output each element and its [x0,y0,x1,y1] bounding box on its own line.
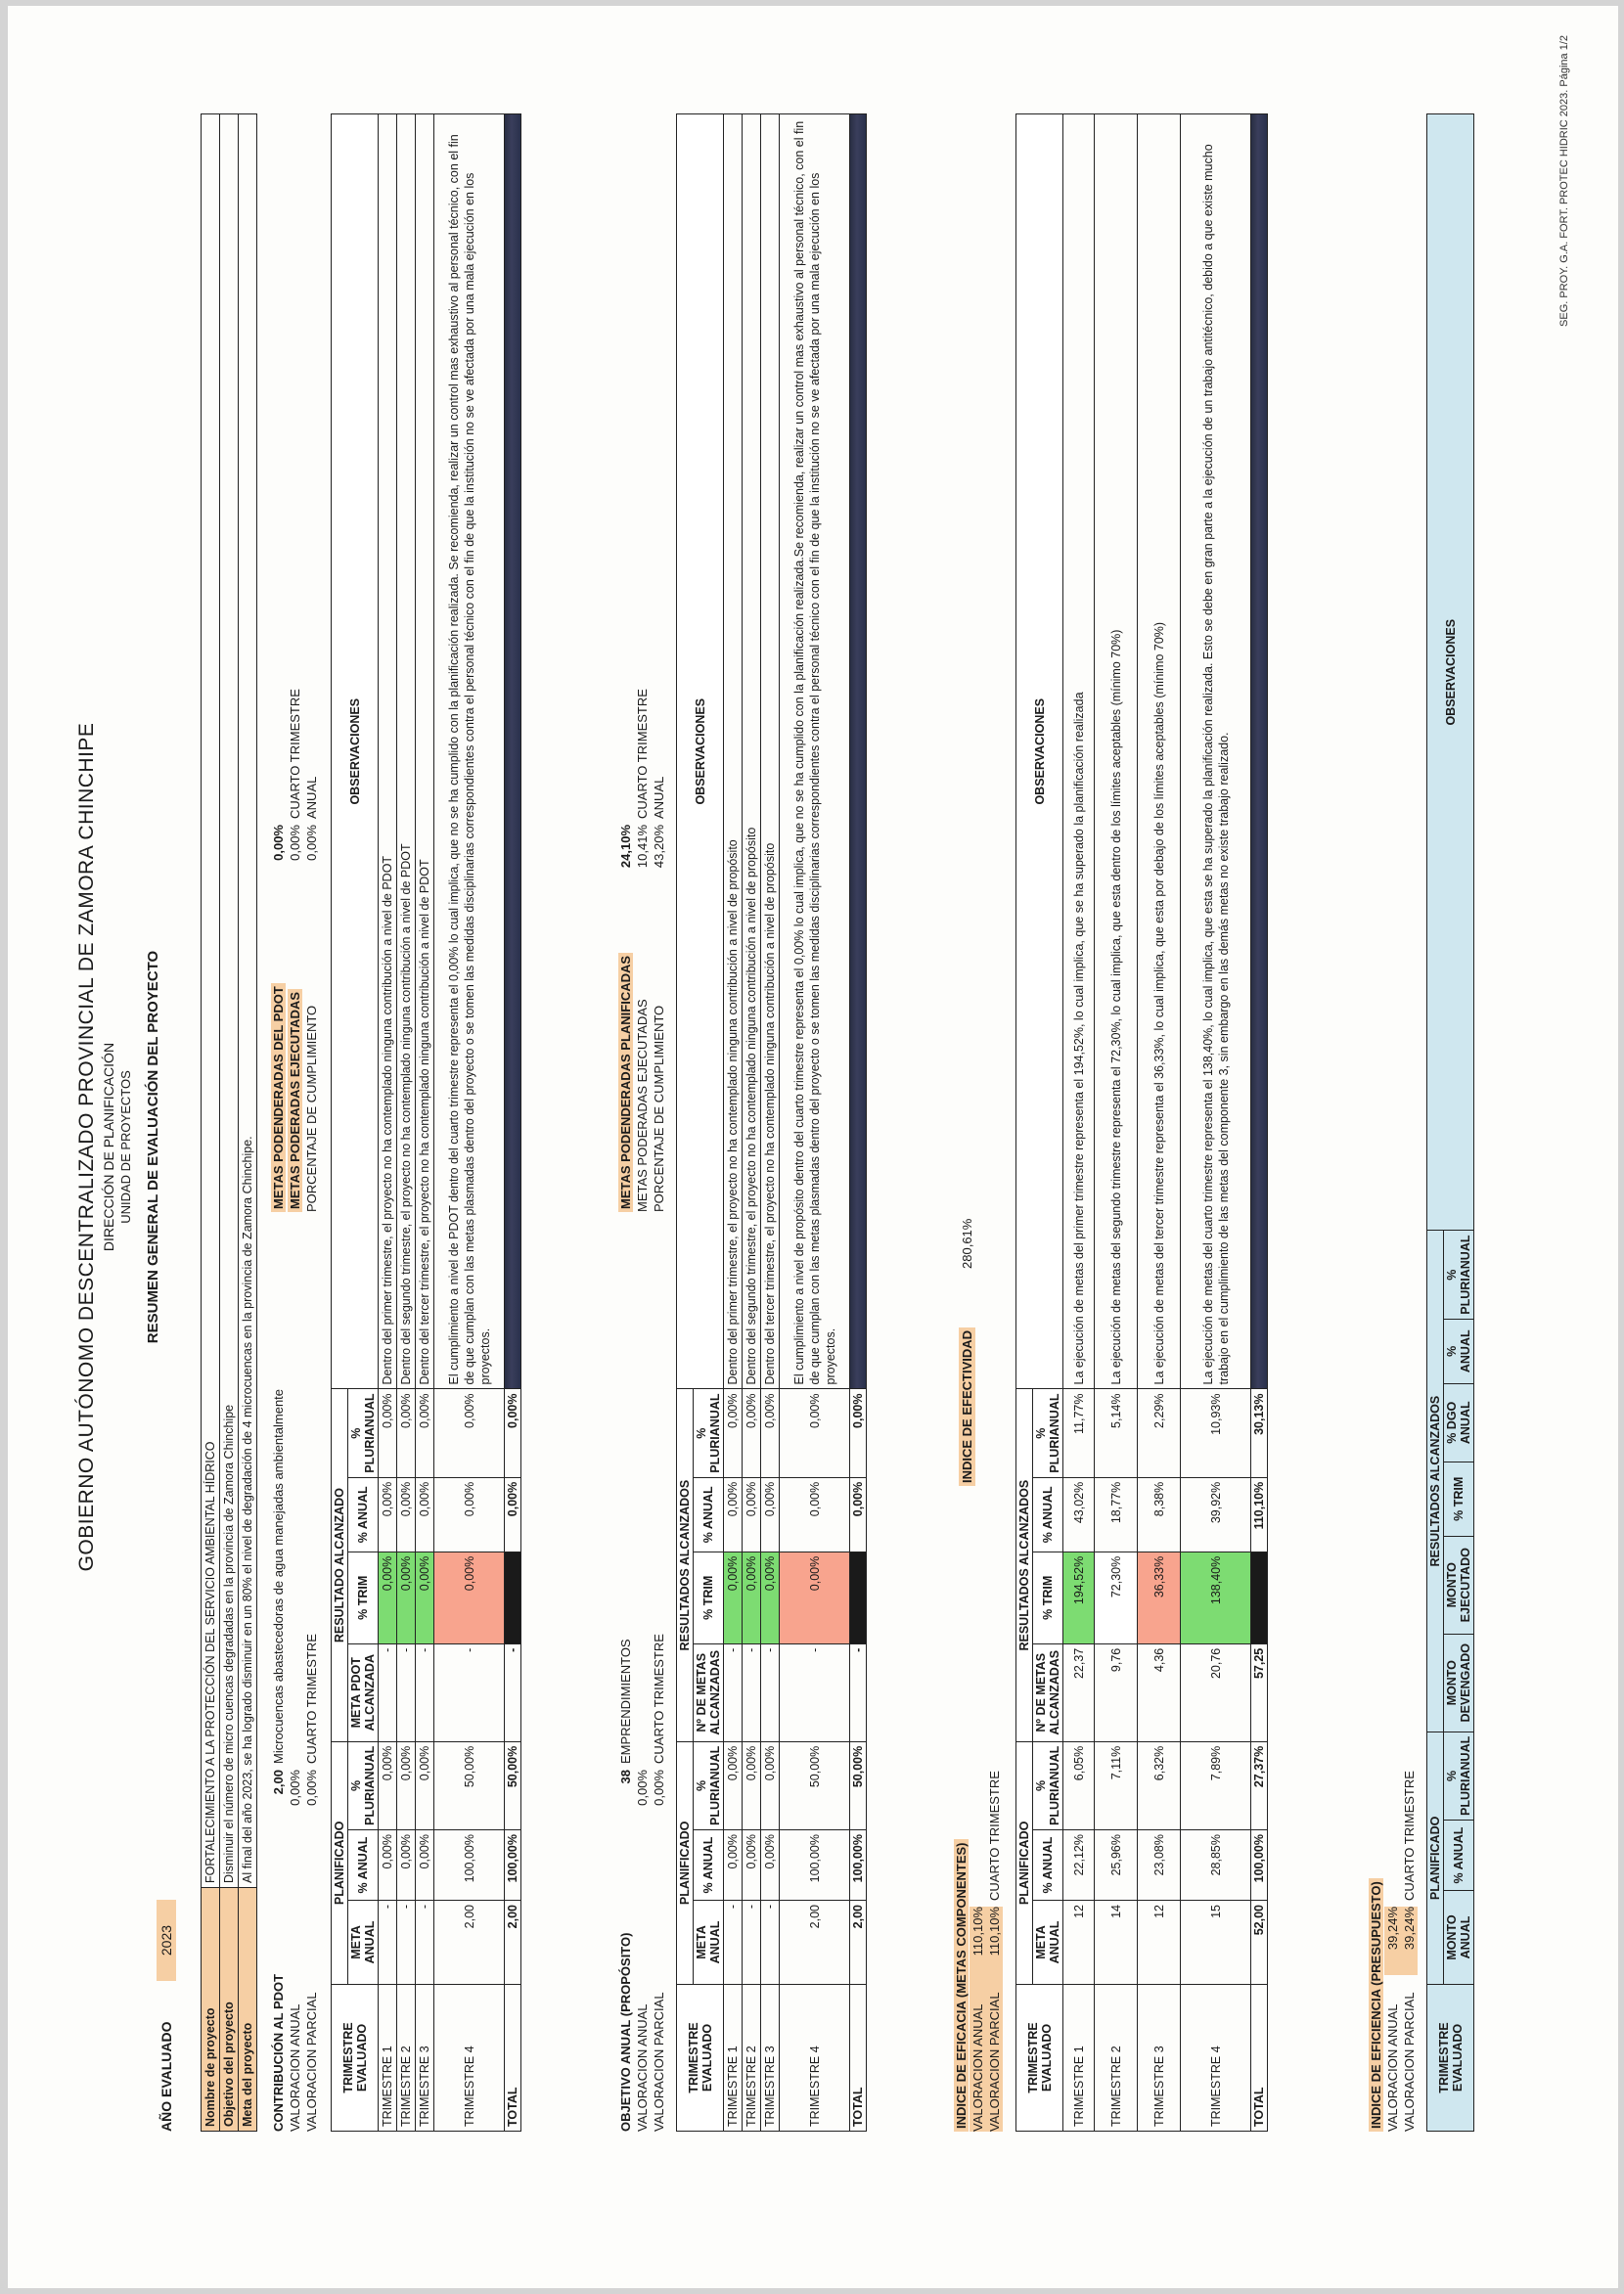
pdot-table [331,113,521,2132]
cell-anual: 100,00% [1251,1830,1268,1901]
year-row [157,1900,176,2132]
partial-value: 0,00% [652,1770,666,1806]
project-objective-label: Objetivo del proyecto [220,1888,239,2132]
h-planificado: PLANIFICADO [1427,1732,1444,1984]
cell-anual: 22,12% [1063,1830,1095,1901]
cell-ranual: 8,38% [1138,1477,1181,1552]
r3-value: 43,20% [652,825,666,869]
project-name-value: FORTALECIMIENTO A LA PROTECCIÓN DEL SERVICIO AMBIENTAL HÍDRICO [202,114,220,1888]
cell-meta: - [416,1901,434,1985]
cell-trim: 138,40% [1181,1552,1251,1643]
h-plurianual: % PLURIANUAL [1033,1741,1063,1829]
cell-rplur: 0,00% [743,1389,761,1477]
cell-plurianual: 6,05% [1063,1741,1095,1829]
cell-alcanzada: - [743,1643,761,1741]
h-meta-anual: META ANUAL [348,1901,379,1985]
cell-rplur: 0,00% [505,1389,521,1477]
cell-trim: 194,52% [1063,1552,1095,1643]
h-observaciones: OBSERVACIONES [332,114,379,1390]
efectividad-line [959,1219,975,1486]
cell-anual: 25,96% [1095,1830,1138,1901]
h-ejecutado: MONTO EJECUTADO [1444,1536,1474,1634]
cell-meta: 14 [1095,1901,1138,1985]
h-trimestre: TRIMESTRE EVALUADO [1016,1985,1063,2132]
h-anual: % ANUAL [694,1830,724,1901]
cell-trimestre: TRIMESTRE 3 [761,1985,780,2132]
eficacia-label: INDICE DE EFICACIA (METAS COMPONENTES) [954,1839,969,2132]
cell-trim-empty [505,1552,521,1643]
cell-alcanzada: - [850,1643,867,1741]
year-value: 2023 [157,1900,176,1981]
cell-trimestre: TRIMESTRE 4 [780,1985,850,2132]
cell-observacion: El cumplimiento a nivel de PDOT dentro del cuarto trimestre representa el 0,00% lo cual implica, que no se ha cumplido con la planificación realizada. Se recomienda, realizar un control mas exhaustivo al personal técnico, con el fin de que cumplan con las metas plasmadas dentro del proyecto o se tomen las medidas disciplinarias correspondientes contra el personal técnico con el fin de que la institución no se ve afectada por una mala ejecución en los proyectos. [434,114,505,1390]
cell-anual: 0,00% [724,1830,743,1901]
cell-anual: 23,08% [1138,1830,1181,1901]
h-planificado: PLANIFICADO [1016,1741,1033,1984]
cell-ranual: 0,00% [850,1477,867,1552]
obj-label: OBJETIVO ANUAL (PROPÓSITO) [618,1932,633,2132]
cell-plurianual: 0,00% [724,1741,743,1829]
table-row [743,114,761,2132]
h-meta-pdot: META PDOT ALCANZADA [348,1643,379,1741]
cell-plurianual: 50,00% [434,1741,505,1829]
r3-label: PORCENTAJE DE CUMPLIMIENTO [304,1005,319,1212]
cell-trim: 0,00% [743,1552,761,1643]
cell-total-label: TOTAL [1251,1985,1268,2132]
cell-alcanzada: 22,37 [1063,1643,1095,1741]
cell-meta: 2,00 [850,1901,867,1985]
cell-ranual: 18,77% [1095,1477,1138,1552]
cell-plurianual: 50,00% [850,1741,867,1829]
pdot-summary [270,1389,320,2132]
r1-value: 24,10% [618,825,633,869]
cell-anual: 100,00% [434,1830,505,1901]
cell-meta: 12 [1138,1901,1181,1985]
h-trimestre: TRIMESTRE EVALUADO [332,1985,379,2132]
annual-label: VALORACION ANUAL [288,2003,302,2132]
pdot-right-summary [270,689,320,1212]
h-plurianual: % PLURIANUAL [694,1741,724,1829]
cell-observacion: La ejecución de metas del tercer trimestre representa el 36,33%, lo cual implica, que esta por debajo de los límites aceptables (mínimo 70%) [1138,114,1181,1390]
annual-label: VALORACION ANUAL [970,1975,986,2132]
h-meta-anual: META ANUAL [1033,1901,1063,1985]
r2-value: 0,00% [288,825,302,861]
cell-rplur: 0,00% [780,1389,850,1477]
cell-rplur: 0,00% [761,1389,780,1477]
cell-meta: - [379,1901,397,1985]
unit-name: UNIDAD DE PROYECTOS [118,1070,133,1224]
h-trim: % TRIM [348,1552,379,1643]
partial-value: 0,00% [304,1770,319,1806]
cell-alcanzada: - [505,1643,521,1741]
cell-anual: 0,00% [379,1830,397,1901]
institution-name: GOBIERNO AUTÓNOMO DESCENTRALIZADO PROVINCIAL DE ZAMORA CHINCHIPE [75,722,98,1572]
partial-text: CUARTO TRIMESTRE [987,1771,1002,1901]
cell-ranual: 0,00% [780,1477,850,1552]
h-plurianual2: % PLURIANUAL [1033,1389,1063,1477]
cell-plurianual: 0,00% [397,1741,416,1829]
year-label: AÑO EVALUADO [158,2021,174,2132]
table-row [780,114,850,2132]
cell-observacion: Dentro del segundo trimestre, el proyecto no ha contemplado ninguna contribución a nivel de propósito [743,114,761,1390]
project-goal-value: Al final del año 2023, se ha logrado disminuir en un 80% el nivel de degradación de 4 microcuencas en la provincia de Zamora Chinchipe. [239,114,257,1888]
cell-trimestre: TRIMESTRE 2 [397,1985,416,2132]
contrib-text: Microcuencas abastecedoras de agua manejadas ambientalmente [271,1388,286,1764]
cell-rplur: 5,14% [1095,1389,1138,1477]
cell-trim: 0,00% [780,1552,850,1643]
r2-text: CUARTO TRIMESTRE [288,689,302,819]
h-trimestre: TRIMESTRE EVALUADO [1427,1985,1474,2132]
total-row [1251,114,1268,2132]
cell-meta: - [724,1901,743,1985]
cell-alcanzada: 20,76 [1181,1643,1251,1741]
cell-trim: 72,30% [1095,1552,1138,1643]
cell-plurianual: 7,11% [1095,1741,1138,1829]
cell-ranual: 0,00% [416,1477,434,1552]
cell-rplur: 30,13% [1251,1389,1268,1477]
r1-label: METAS PODENDERADAS DEL PDOT [271,983,286,1212]
cell-total-label: TOTAL [850,1985,867,2132]
r2-value: 10,41% [635,825,650,869]
cell-trimestre: TRIMESTRE 1 [1063,1985,1095,2132]
table-row [434,114,505,2132]
partial-text: CUARTO TRIMESTRE [1402,1771,1417,1901]
document-header [74,6,162,2288]
h-plurianual2: % PLURIANUAL [694,1389,724,1477]
table-row [416,114,434,2132]
contrib-value: 2,00 [271,1770,286,1795]
cell-observacion: La ejecución de metas del segundo trimestre representa el 72,30%, lo cual implica, que esta dentro de los límites aceptables (mínimo 70%) [1095,114,1138,1390]
cell-plurianual: 7,89% [1181,1741,1251,1829]
table-row [379,114,397,2132]
cell-observacion-empty [1251,114,1268,1390]
cell-observacion: La ejecución de metas del cuarto trimestre representa el 138,40%, lo cual implica, que esta se ha superado la planificación realizada. Esto se debe en gran parte a la ejecución de un trabajo antitécnico, debido a que existe mucho trabajo en el cumplimiento de las metas del componente 3, sin embargo en las demás metas no existe trabajo realizado. [1181,114,1251,1390]
h-observaciones: OBSERVACIONES [677,114,724,1390]
cell-plurianual: 27,37% [1251,1741,1268,1829]
h-devengado: MONTO DEVENGADO [1444,1634,1474,1732]
h-anual: % ANUAL [1033,1830,1063,1901]
table-row [1095,114,1138,2132]
page-footer: SEG. PROY. G.A. FORT. PROTEC HIDRIC 2023. Página 1/2 [1558,35,1570,327]
eficiencia-label: INDICE DE EFICIENCIA (PRESUPUESTO) [1369,1878,1383,2132]
table-row [761,114,780,2132]
h-anual2: % ANUAL [1033,1477,1063,1552]
project-name-label: Nombre de proyecto [202,1888,220,2132]
h-plurianual: % PLURIANUAL [1444,1732,1474,1820]
h-trim: % TRIM [1444,1462,1474,1536]
r2-text: CUARTO TRIMESTRE [635,689,650,819]
direction-name: DIRECCIÓN DE PLANIFICACIÓN [101,1042,116,1252]
h-plurianual: % PLURIANUAL [348,1741,379,1829]
cell-trim: 36,33% [1138,1552,1181,1643]
h-resultado: RESULTADOS ALCANZADOS [1427,1231,1444,1732]
cell-rplur: 0,00% [434,1389,505,1477]
h-anual2: % ANUAL [694,1477,724,1552]
h-metas: Nº DE METAS ALCANZADAS [694,1643,724,1741]
cell-observacion: Dentro del tercer trimestre, el proyecto no ha contemplado ninguna contribución a nivel de propósito [761,114,780,1390]
h-resultado: RESULTADOS ALCANZADOS [1016,1389,1033,1741]
partial-text: CUARTO TRIMESTRE [304,1634,319,1764]
h-meta-anual: META ANUAL [694,1901,724,1985]
cell-trimestre: TRIMESTRE 1 [724,1985,743,2132]
contrib-label: CONTRIBUCIÓN AL PDOT [271,1973,286,2132]
cell-ranual: 43,02% [1063,1477,1095,1552]
obj-text: EMPRENDIMIENTOS [618,1639,633,1764]
cell-anual: 100,00% [505,1830,521,1901]
partial-label: VALORACION PARCIAL [1402,1992,1417,2132]
prop-table [676,113,867,2132]
h-trimestre: TRIMESTRE EVALUADO [677,1985,724,2132]
cell-alcanzada: 9,76 [1095,1643,1138,1741]
cell-meta: - [743,1901,761,1985]
cell-trimestre: TRIMESTRE 3 [1138,1985,1181,2132]
cell-meta: 2,00 [780,1901,850,1985]
cell-trim-empty [1251,1552,1268,1643]
cell-observacion: Dentro del primer trimestre, el proyecto no ha contemplado ninguna contribución a nivel de PDOT [379,114,397,1390]
info-row [202,114,220,2132]
annual-value: 39,24% [1384,1907,1401,1975]
cell-alcanzada: - [724,1643,743,1741]
cell-meta: - [397,1901,416,1985]
project-goal-label: Meta del proyecto [239,1888,257,2132]
h-resultado: RESULTADOS ALCANZADOS [677,1389,694,1741]
cell-trim: 0,00% [397,1552,416,1643]
cell-plurianual: 0,00% [416,1741,434,1829]
eficacia-table [1015,113,1268,2132]
cell-anual: 100,00% [850,1830,867,1901]
cell-trim: 0,00% [761,1552,780,1643]
cell-plurianual: 0,00% [379,1741,397,1829]
cell-plurianual: 0,00% [761,1741,780,1829]
cell-ranual: 0,00% [434,1477,505,1552]
cell-plurianual: 6,32% [1138,1741,1181,1829]
cell-observacion: Dentro del segundo trimestre, el proyecto no ha contemplado ninguna contribución a nivel de PDOT [397,114,416,1390]
cell-trim: 0,00% [416,1552,434,1643]
cell-meta: - [761,1901,780,1985]
cell-plurianual: 50,00% [505,1741,521,1829]
eficiencia-table [1426,113,1474,2132]
partial-label: VALORACION PARCIAL [652,1992,666,2132]
r2-label: METAS PODERADAS EJECUTADAS [635,999,650,1212]
cell-rplur: 0,00% [850,1389,867,1477]
cell-alcanzada: - [434,1643,505,1741]
table-row [1181,114,1251,2132]
table-row [397,114,416,2132]
h-plurianual2: % PLURIANUAL [348,1389,379,1477]
cell-trimestre: TRIMESTRE 3 [416,1985,434,2132]
prop-summary [617,1634,667,2132]
cell-trim-empty [850,1552,867,1643]
cell-trim: 0,00% [434,1552,505,1643]
info-row [239,114,257,2132]
cell-ranual: 0,00% [743,1477,761,1552]
h-metas: Nº DE METAS ALCANZADAS [1033,1643,1063,1741]
cell-alcanzada: 4,36 [1138,1643,1181,1741]
cell-trimestre: TRIMESTRE 4 [1181,1985,1251,2132]
eficacia-summary [953,1771,1003,2132]
r1-value: 0,00% [271,825,286,861]
obj-value: 38 [618,1770,633,1784]
partial-value: 110,10% [986,1907,1003,1975]
annual-label: VALORACION ANUAL [1385,2003,1400,2132]
partial-label: VALORACION PARCIAL [986,1975,1003,2132]
cell-anual: 0,00% [761,1830,780,1901]
cell-trim: 0,00% [724,1552,743,1643]
cell-ranual: 0,00% [379,1477,397,1552]
h-plurianual2: % PLURIANUAL [1444,1231,1474,1319]
cell-trimestre: TRIMESTRE 1 [379,1985,397,2132]
r3-text: ANUAL [652,776,666,819]
table-row [1063,114,1095,2132]
r3-value: 0,00% [304,825,319,861]
cell-meta: 12 [1063,1901,1095,1985]
cell-trimestre: TRIMESTRE 2 [743,1985,761,2132]
cell-ranual: 39,92% [1181,1477,1251,1552]
cell-rplur: 11,77% [1063,1389,1095,1477]
cell-meta: 15 [1181,1901,1251,1985]
cell-total-label: TOTAL [505,1985,521,2132]
cell-plurianual: 0,00% [743,1741,761,1829]
eficiencia-summary [1368,1771,1418,2132]
scanned-page [8,6,1618,2288]
annual-value: 0,00% [635,1770,650,1806]
cell-observacion-empty [505,114,521,1390]
cell-alcanzada: - [379,1643,397,1741]
cell-trimestre: TRIMESTRE 2 [1095,1985,1138,2132]
h-anual2: % ANUAL [348,1477,379,1552]
cell-ranual: 0,00% [397,1477,416,1552]
cell-observacion: La ejecución de metas del primer trimestre representa el 194,52%, lo cual implica, que se ha superado la planificación realizada [1063,114,1095,1390]
cell-plurianual: 50,00% [780,1741,850,1829]
efectividad-value: 280,61% [960,1218,974,1269]
cell-anual: 28,85% [1181,1830,1251,1901]
h-monto-anual: MONTO ANUAL [1444,1891,1474,1985]
cell-alcanzada: - [780,1643,850,1741]
cell-anual: 0,00% [743,1830,761,1901]
cell-observacion: El cumplimiento a nivel de propósito dentro del cuarto trimestre representa el 0,00% lo cual implica, que no se ha cumplido con la planificación realizada.Se recomienda, realizar un control mas exhaustivo al personal técnico, con el fin de que cumplan con las metas plasmadas dentro del proyecto o se tomen las medidas disciplinarias correspondientes contra el personal técnico con el fin de que la institución no se ve afectada por una mala ejecución en los proyectos. [780,114,850,1390]
cell-ranual: 0,00% [761,1477,780,1552]
efectividad-label: INDICE DE EFECTIVIDAD [959,1327,975,1486]
cell-trimestre: TRIMESTRE 4 [434,1985,505,2132]
cell-observacion: Dentro del primer trimestre, el proyecto no ha contemplado ninguna contribución a nivel de propósito [724,114,743,1390]
rotated-content [8,6,1618,2288]
total-row [850,114,867,2132]
info-row [220,114,239,2132]
h-anual: % ANUAL [348,1830,379,1901]
cell-alcanzada: 57,25 [1251,1643,1268,1741]
prop-right-summary [617,689,667,1212]
cell-trim: 0,00% [379,1552,397,1643]
annual-value: 0,00% [288,1770,302,1806]
h-observaciones: OBSERVACIONES [1016,114,1063,1390]
total-row [505,114,521,2132]
cell-rplur: 0,00% [416,1389,434,1477]
partial-text: CUARTO TRIMESTRE [652,1634,666,1764]
cell-rplur: 0,00% [397,1389,416,1477]
h-observaciones: OBSERVACIONES [1427,114,1474,1232]
cell-rplur: 10,93% [1181,1389,1251,1477]
project-info-table [201,113,257,2132]
cell-rplur: 0,00% [379,1389,397,1477]
r2-label: METAS PODERADAS EJECUTADAS [288,989,302,1212]
table-row [724,114,743,2132]
partial-label: VALORACION PARCIAL [304,1992,319,2132]
h-trim: % TRIM [694,1552,724,1643]
annual-value: 110,10% [970,1907,986,1975]
cell-meta: 52,00 [1251,1901,1268,1985]
cell-alcanzada: - [761,1643,780,1741]
h-anual: % ANUAL [1444,1821,1474,1891]
cell-observacion: Dentro del tercer trimestre, el proyecto no ha contemplado ninguna contribución a nivel de PDOT [416,114,434,1390]
cell-anual: 100,00% [780,1830,850,1901]
h-anual2: % ANUAL [1444,1319,1474,1383]
cell-anual: 0,00% [397,1830,416,1901]
r1-label: METAS PODENDERADAS PLANIFICADAS [618,953,633,1212]
project-objective-value: Disminuir el número de micro cuencas degradadas en la provincia de Zamora Chinchipe [220,114,239,1888]
cell-ranual: 110,10% [1251,1477,1268,1552]
cell-ranual: 0,00% [724,1477,743,1552]
document-title: RESUMEN GENERAL DE EVALUACIÓN DEL PROYECTO [145,950,161,1344]
h-trim: % TRIM [1033,1552,1063,1643]
cell-rplur: 2,29% [1138,1389,1181,1477]
h-planificado: PLANIFICADO [332,1741,348,1984]
h-planificado: PLANIFICADO [677,1741,694,1984]
cell-ranual: 0,00% [505,1477,521,1552]
cell-alcanzada: - [416,1643,434,1741]
table-row [1138,114,1181,2132]
cell-meta: 2,00 [434,1901,505,1985]
cell-observacion-empty [850,114,867,1390]
r3-label: PORCENTAJE DE CUMPLIMIENTO [652,1005,666,1212]
annual-label: VALORACION ANUAL [635,2003,650,2132]
h-dgo: % DGO ANUAL [1444,1383,1474,1462]
cell-alcanzada: - [397,1643,416,1741]
r3-text: ANUAL [304,776,319,819]
partial-value: 39,24% [1401,1907,1418,1975]
cell-rplur: 0,00% [724,1389,743,1477]
cell-meta: 2,00 [505,1901,521,1985]
cell-anual: 0,00% [416,1830,434,1901]
h-resultado: RESULTADO ALCANZADO [332,1389,348,1741]
